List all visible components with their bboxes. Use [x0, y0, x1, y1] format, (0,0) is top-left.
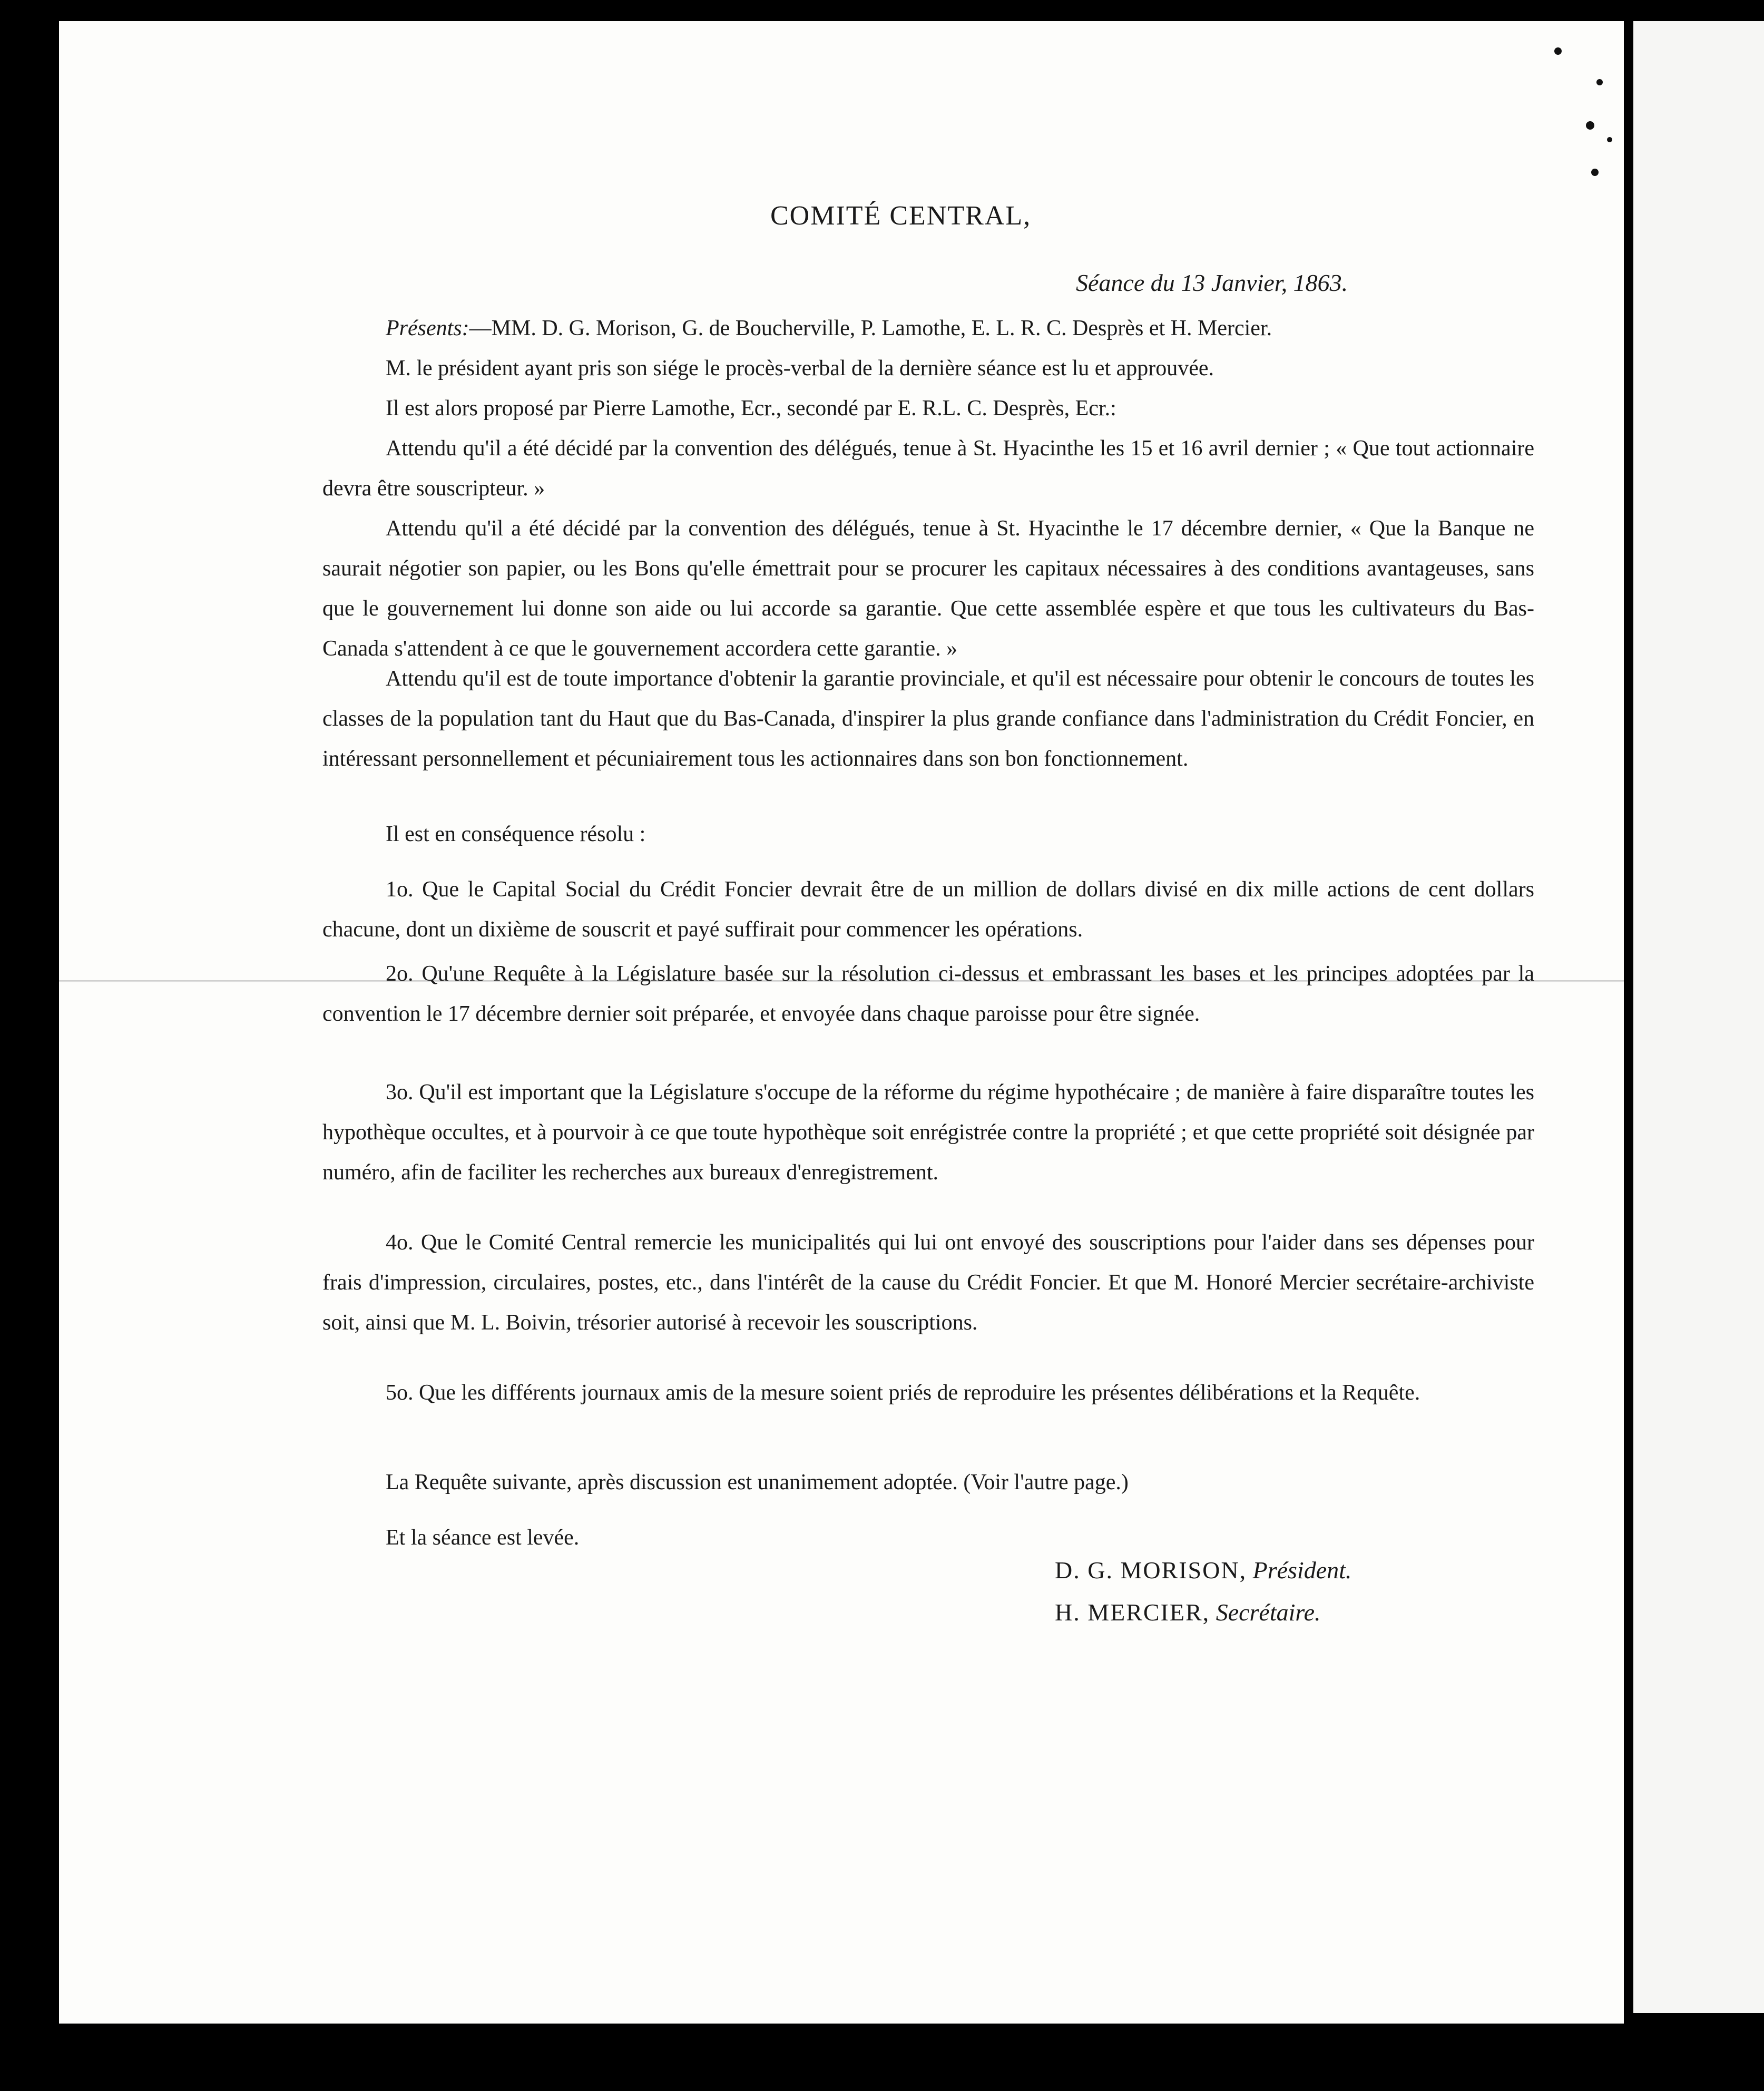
document-title: COMITÉ CENTRAL, [770, 201, 1032, 231]
signature-secretary-name: H. MERCIER, [1055, 1599, 1210, 1626]
resolution-2-block [322, 954, 1534, 1034]
signature-president [1055, 1549, 1351, 1591]
resolved-heading: Il est en conséquence résolu : [386, 822, 646, 846]
resolution-5-block [322, 1373, 1534, 1413]
session-date: Séance du 13 Janvier, 1863. [1076, 269, 1348, 296]
adjacent-page-edge [1633, 21, 1764, 2013]
present-text: —MM. D. G. Morison, G. de Boucherville, P. Lamothe, E. L. R. C. Desprès et H. Mercier. [469, 316, 1272, 340]
resolution-4: 4o. Que le Comité Central remercie les municipalités qui lui ont envoyé des souscriptions pour l'aider dans ses dépenses pour frais d'impression, circulaires, postes, etc., dans l'intérêt de la cause du Crédit Foncier. Et que M. Honoré Mercier secrétaire-archiviste soit, ainsi que M. L. Boivin, trésorier autorisé à recevoir les souscriptions. [322, 1230, 1534, 1335]
resolution-3: 3o. Qu'il est important que la Législature s'occupe de la réforme du régime hypothécaire ; de manière à faire disparaître toutes les hypothèque occultes, et à pourvoir à ce que toute hypothèque soit enrégistrée contre la propriété ; et que cette propriété soit désignée par numéro, afin de faciliter les recherches aux bureaux d'enregistrement. [322, 1080, 1534, 1185]
present-section [322, 308, 1534, 669]
requete-block [322, 1462, 1534, 1502]
resolution-5: 5o. Que les différents journaux amis de la mesure soient priés de reproduire les présentes délibérations et la Requête. [386, 1381, 1420, 1405]
resolution-1-block [322, 869, 1534, 950]
signature-president-name: D. G. MORISON, [1055, 1557, 1247, 1584]
ink-speck [1591, 169, 1599, 176]
opening-paragraph: M. le président ayant pris son siége le procès-verbal de la dernière séance est lu et approuvée. [386, 356, 1214, 380]
signature-secretary-role: Secrétaire. [1216, 1599, 1321, 1626]
ink-speck [1607, 137, 1612, 142]
attendu-paragraph-3: Attendu qu'il est de toute importance d'obtenir la garantie provinciale, et qu'il est nécessaire pour obtenir le concours de toutes les classes de la population tant du Haut que du Bas-Canada, d'inspirer la plus grande confiance dans l'administration du Crédit Foncier, en intéressant personnellement et pécuniairement tous les actionnaires dans son bon fonctionnement. [322, 667, 1534, 771]
resolution-2: 2o. Qu'une Requête à la Législature basée sur la résolution ci-dessus et embrassant les bases et les principes adoptées par la convention le 17 décembre dernier soit préparée, et envoyée dans chaque paroisse pour être signée. [322, 962, 1534, 1026]
document-page [59, 21, 1624, 2024]
attendu-paragraph-1: Attendu qu'il a été décidé par la convention des délégués, tenue à St. Hyacinthe les 15 et 16 avril dernier ; « Que tout actionnaire devra être souscripteur. » [322, 436, 1534, 501]
resolution-3-block [322, 1072, 1534, 1193]
attendu-paragraph-2: Attendu qu'il a été décidé par la convention des délégués, tenue à St. Hyacinthe le 17 décembre dernier, « Que la Banque ne saurait négotier son papier, ou les Bons qu'elle émettrait pour se procurer les capitaux nécessaires à des conditions avantageuses, sans que le gouvernement lui donne son aide ou lui accorde sa garantie. Que cette assemblée espère et que tous les cultivateurs du Bas-Canada s'attendent à ce que le gouvernement accordera cette garantie. » [322, 516, 1534, 661]
attendu-section-3 [322, 659, 1534, 779]
resolved-heading-block [322, 814, 1534, 854]
closing-paragraph: Et la séance est levée. [386, 1526, 580, 1550]
present-label: Présents: [386, 316, 469, 340]
ink-speck [1554, 47, 1562, 55]
closing-block [322, 1518, 1534, 1558]
ink-speck [1596, 79, 1603, 85]
ink-speck [1586, 121, 1594, 130]
signature-president-role: Président. [1252, 1557, 1352, 1584]
resolution-1: 1o. Que le Capital Social du Crédit Foncier devrait être de un million de dollars divisé en dix mille actions de cent dollars chacune, dont un dixième de souscrit et payé suffirait pour commencer les opérations. [322, 877, 1534, 942]
proposed-paragraph: Il est alors proposé par Pierre Lamothe, Ecr., secondé par E. R.L. C. Desprès, Ecr.: [386, 396, 1116, 421]
resolution-4-block [322, 1223, 1534, 1343]
present-paragraph [322, 308, 1534, 348]
requete-paragraph: La Requête suivante, après discussion est unanimement adoptée. (Voir l'autre page.) [386, 1470, 1129, 1494]
signature-secretary [1055, 1591, 1321, 1634]
